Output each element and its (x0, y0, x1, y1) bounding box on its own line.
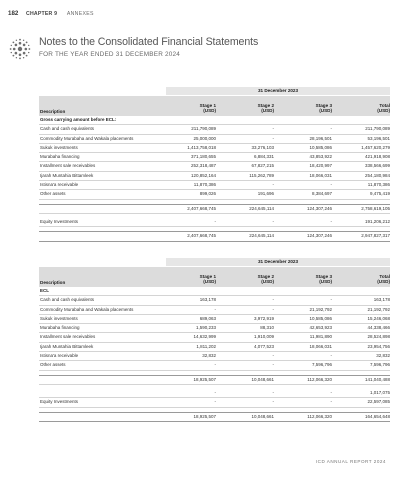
table-body (39, 116, 390, 242)
stage1-value: 11,870,386 (193, 182, 216, 188)
stage2-value: - (272, 126, 274, 132)
stage1-column-header: Stage 1 (USD) (199, 273, 216, 285)
row-label: Sukuk investments (40, 315, 78, 321)
total-column-header: Total (USD) (377, 102, 390, 114)
row-label: Murabaha financing (40, 154, 80, 160)
stage3-value: - (330, 353, 332, 359)
stage1-value: 18,925,507 (193, 376, 216, 382)
stage2-value: - (272, 362, 274, 368)
table-row (39, 361, 390, 370)
stage1-value: 163,178 (199, 297, 216, 303)
table-row (39, 135, 390, 144)
row-label: Commodity Murabaha and Wakala placements (40, 306, 134, 312)
stage3-value: 28,196,501 (309, 135, 332, 141)
table-row (39, 181, 390, 190)
stage1-value: 1,811,202 (196, 343, 216, 349)
stage3-column-header: Stage 3 (USD) (315, 102, 332, 114)
table-row (39, 333, 390, 342)
stage1-value: - (214, 218, 216, 224)
stage2-column-header: Stage 2 (USD) (257, 273, 274, 285)
row-label: Commodity Murabaha and Wakala placements (40, 135, 134, 141)
stage1-value: - (214, 362, 216, 368)
stage1-value: 18,925,507 (193, 413, 216, 419)
stage2-value: 33,276,103 (251, 144, 274, 150)
row-label: Equity Investments (40, 218, 79, 224)
row-label: Murabaha financing (40, 325, 80, 331)
table-row (39, 190, 390, 199)
stage3-value: 18,066,031 (309, 172, 332, 178)
total-value: 338,566,699 (364, 163, 390, 169)
stage2-value: 88,310 (260, 325, 274, 331)
stage1-value: 1,590,233 (195, 325, 216, 331)
stage2-value: 10,048,661 (251, 413, 274, 419)
total-value: 23,954,756 (367, 343, 390, 349)
stage1-column-header: Stage 1 (USD) (199, 102, 216, 114)
stage2-value: - (272, 353, 274, 359)
stage1-value: 371,180,655 (190, 154, 216, 160)
section-label: ANNEXES (66, 11, 94, 17)
stage3-value: 10,585,086 (309, 315, 332, 321)
total-value: 22,597,085 (367, 399, 390, 405)
row-label: Installment sale receivables (40, 163, 96, 169)
total-value: 141,040,488 (364, 376, 390, 382)
stage3-value: 124,307,246 (306, 233, 332, 239)
stage1-value: 25,000,000 (193, 135, 216, 141)
row-label: Gross carrying amount before ECL: (40, 117, 117, 122)
stage3-value: 11,981,890 (309, 334, 332, 340)
stage2-value: - (272, 306, 274, 312)
page-number: 182 (8, 10, 19, 17)
table-row (39, 204, 390, 214)
total-value: 1,017,075 (369, 389, 390, 395)
table-row (39, 125, 390, 134)
stage3-value: 8,384,697 (311, 191, 332, 197)
stage1-value: 252,318,487 (190, 163, 216, 169)
total-value: 53,196,501 (367, 135, 390, 141)
row-label: Istisna'a receivable (40, 182, 79, 188)
table-row (39, 315, 390, 324)
stage3-value: 43,853,922 (309, 154, 332, 160)
stage2-value: 6,884,331 (253, 154, 274, 160)
stage1-value: 2,407,668,745 (187, 205, 216, 211)
ecl-allowance-table (39, 258, 390, 422)
stage3-value: 112,066,320 (307, 413, 332, 419)
total-value: 21,192,792 (367, 306, 390, 312)
table-row (39, 162, 390, 171)
stage1-value: 211,790,089 (191, 126, 216, 132)
total-value: 163,178 (373, 297, 390, 303)
total-value: 9,475,419 (369, 191, 390, 197)
total-value: 7,596,796 (369, 362, 390, 368)
stage2-value: 4,077,523 (253, 343, 274, 349)
stage2-value: - (272, 297, 274, 303)
stage3-value: - (330, 389, 332, 395)
row-label: Sukuk investments (40, 144, 78, 150)
total-value: 191,206,212 (364, 218, 390, 224)
total-value: 2,947,827,317 (361, 233, 390, 239)
total-value: 44,338,466 (367, 325, 390, 331)
row-label: Cash and cash equivalents (40, 126, 95, 132)
row-label: Istisna'a receivable (40, 353, 79, 359)
stage2-value: 3,972,919 (253, 315, 274, 321)
stage3-value: 10,585,086 (309, 144, 332, 150)
stage1-value: 120,852,164 (190, 172, 216, 178)
ecl-gross-carrying-table (39, 87, 390, 242)
stage1-value: 1,413,758,018 (187, 144, 216, 150)
table-row (39, 287, 390, 296)
table-row (39, 398, 390, 407)
total-value: 254,180,984 (364, 172, 390, 178)
stage2-value: 191,696 (257, 191, 274, 197)
icd-logo-icon (9, 38, 31, 60)
total-value: 2,758,619,105 (361, 205, 390, 211)
table-column-header (39, 96, 390, 116)
chapter-label: CHAPTER 9 (26, 11, 58, 17)
total-value: 164,654,648 (364, 413, 390, 419)
stage3-value: 18,066,031 (309, 343, 332, 349)
stage2-value: 224,645,114 (249, 233, 274, 239)
stage3-value: - (330, 182, 332, 188)
stage3-value: 21,192,792 (309, 306, 332, 312)
table-row (39, 306, 390, 315)
stage2-value: - (272, 399, 274, 405)
table-row (39, 144, 390, 153)
total-value: 421,918,908 (364, 154, 390, 160)
stage3-column-header: Stage 3 (USD) (315, 273, 332, 285)
description-column-header: Description (40, 280, 66, 285)
stage1-value: - (214, 389, 216, 395)
stage1-value: 32,832 (202, 353, 216, 359)
stage2-value: 10,048,661 (251, 376, 274, 382)
stage3-value: 42,653,923 (309, 325, 332, 331)
total-value: 15,246,068 (367, 315, 390, 321)
stage1-value: - (214, 399, 216, 405)
row-label: Installment sale receivables (40, 334, 96, 340)
page-subtitle: FOR THE YEAR ENDED 31 DECEMBER 2024 (39, 51, 181, 58)
stage3-value: - (330, 126, 332, 132)
page-title: Notes to the Consolidated Financial Statements (39, 36, 259, 48)
total-value: 28,524,898 (367, 334, 390, 340)
table-row (39, 389, 390, 398)
total-value: 1,457,620,279 (361, 144, 390, 150)
stage2-value: - (272, 182, 274, 188)
table-row (39, 153, 390, 162)
stage3-value: 112,066,320 (307, 376, 332, 382)
stage3-value: - (330, 399, 332, 405)
stage2-column-header: Stage 2 (USD) (257, 102, 274, 114)
row-label: Cash and cash equivalents (40, 297, 95, 303)
stage3-value: 7,596,796 (311, 362, 332, 368)
table-column-header (39, 267, 390, 287)
table-row (39, 412, 390, 422)
row-label: ECL (40, 288, 49, 293)
row-label: Other assets (40, 191, 66, 197)
stage2-value: - (272, 389, 274, 395)
table-row (39, 116, 390, 125)
stage1-value: - (214, 306, 216, 312)
stage1-value: 689,063 (199, 315, 216, 321)
total-column-header: Total (USD) (377, 273, 390, 285)
row-label: Ijarah Muntahia Bittamleek (40, 343, 94, 349)
report-footer: ICD ANNUAL REPORT 2024 (315, 459, 386, 464)
table-row (39, 375, 390, 385)
table-row (39, 352, 390, 361)
total-value: 11,870,386 (367, 182, 390, 188)
stage2-value: 224,645,114 (249, 205, 274, 211)
table-period-header: 31 December 2023 (166, 258, 390, 266)
table-row (39, 296, 390, 305)
row-label: Other assets (40, 362, 66, 368)
table-row (39, 218, 390, 227)
stage3-value: 18,420,997 (309, 163, 332, 169)
stage3-value: 124,307,246 (306, 205, 332, 211)
page-header (8, 9, 94, 19)
stage1-value: 899,026 (199, 191, 216, 197)
stage3-value: - (330, 218, 332, 224)
stage2-value: - (272, 218, 274, 224)
stage1-value: 14,632,999 (193, 334, 216, 340)
table-row (39, 231, 390, 241)
stage2-value: - (272, 135, 274, 141)
table-row (39, 324, 390, 333)
stage3-value: - (330, 297, 332, 303)
table-period-header: 31 December 2023 (166, 87, 390, 95)
row-label: Ijarah Muntahia Bittamleek (40, 172, 94, 178)
stage2-value: 67,827,215 (251, 163, 274, 169)
total-value: 211,790,089 (365, 126, 390, 132)
total-value: 32,832 (376, 353, 390, 359)
stage2-value: 1,910,009 (253, 334, 274, 340)
table-body (39, 287, 390, 422)
stage2-value: 115,262,789 (249, 172, 274, 178)
stage1-value: 2,407,668,745 (187, 233, 216, 239)
table-row (39, 172, 390, 181)
table-row (39, 343, 390, 352)
description-column-header: Description (40, 109, 66, 114)
row-label: Equity Investments (40, 399, 79, 405)
